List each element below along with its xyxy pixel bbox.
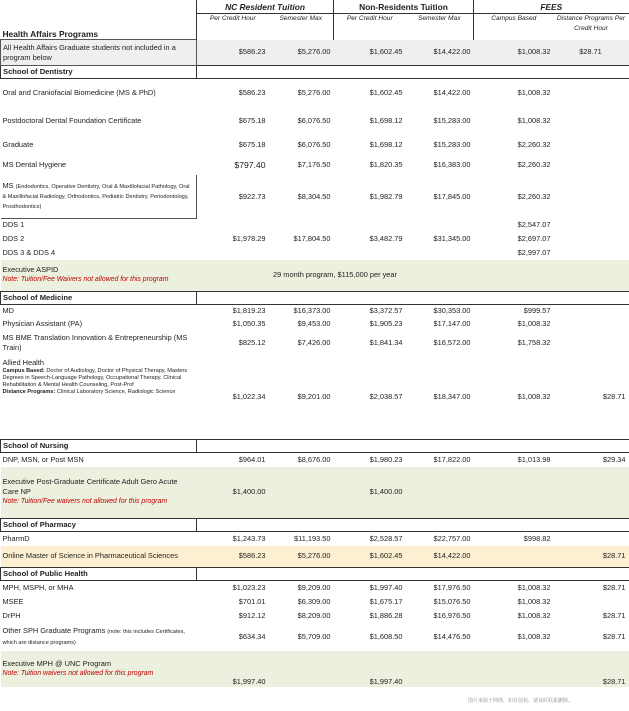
table-row [1, 532, 629, 546]
nc-sem-max-value: $6,309.00 [297, 596, 331, 606]
table-row [1, 107, 629, 135]
row-label: MS BME Translation Innovation & Entrepreneurship (MS Train) [2, 333, 188, 352]
campus-fee-value: $1,008.32 [474, 40, 554, 66]
non-resident-header: Non-Residents Tuition [334, 0, 474, 14]
nr-sem-max-value: $16,572.00 [433, 338, 471, 347]
nr-sem-max-value: $15,283.00 [433, 139, 471, 149]
campus-fee-value: $1,008.32 [517, 115, 551, 125]
header-row-groups [1, 0, 629, 14]
nc-per-credit-value: $825.12 [238, 338, 266, 347]
section-dentistry [1, 66, 629, 79]
campus-fee-value: $1,013.98 [517, 454, 551, 464]
campus-fee-value: $2,260.32 [517, 159, 551, 169]
section-title: School of Medicine [1, 292, 197, 305]
nc-sem-max-value: $8,209.00 [297, 610, 331, 620]
table-row [1, 219, 629, 232]
nr-per-credit-value: $1,608.50 [369, 631, 403, 641]
nc-sem-max-value: $8,304.50 [297, 191, 331, 201]
section-public-health [1, 568, 629, 581]
table-row [1, 467, 629, 519]
row-label: Graduate [2, 139, 34, 149]
table-row [1, 595, 629, 609]
nr-per-credit-value: $1,997.40 [369, 582, 403, 592]
nc-sem-max-value: $17,804.50 [293, 234, 331, 243]
campus-fee-value: $998.82 [523, 533, 551, 543]
nr-per-credit-value: $1,905.23 [369, 319, 403, 328]
nc-sem-max-value: $6,076.50 [297, 115, 331, 125]
nr-per-credit-value: $2,038.57 [369, 392, 403, 402]
nr-per-credit-value: $1,602.45 [369, 87, 403, 97]
label-detail: (note: this includes Certificates, which are distance programs) [2, 629, 185, 646]
campus-fee-value: $2,260.32 [517, 139, 551, 149]
table-row [1, 651, 629, 687]
row-label [1, 651, 197, 687]
nc-per-credit-value: $1,023.23 [232, 582, 266, 592]
nc-sem-max-value: $8,676.00 [297, 454, 331, 464]
table-row [1, 453, 629, 467]
campus-based-text: Doctor of Audiology, Doctor of Physical Therapy, Masters Degrees in Speech-Language Pathology, Occupational Therapy, Clinical Rehabilitation & Mental Health Counseling, Post-Prof [2, 367, 188, 388]
nr-sem-max-value: $17,976.50 [433, 582, 471, 592]
nr-sem-max-value: $14,476.50 [433, 631, 471, 641]
nc-per-credit-value: $922.73 [238, 191, 266, 201]
nc-per-credit-value: $912.12 [238, 610, 266, 620]
nr-sem-max-value: $16,976.50 [433, 610, 471, 620]
nc-per-credit-value: $797.40 [234, 159, 266, 170]
campus-fee-value: $1,008.32 [517, 610, 551, 620]
label-detail: (Endodontics, Operative Dentistry, Oral & Maxillofacial Pathology, Oral & Maxillofacial Radiology, Orthodontics, Pediatric Dentistry, Periodontology, Prosthodontics) [2, 183, 190, 211]
row-label: All Health Affairs Graduate students not included in a program below [1, 40, 197, 66]
nr-per-credit-value: $3,372.57 [369, 306, 403, 316]
table-row [1, 79, 629, 107]
nr-sem-max-value: $17,147.00 [433, 319, 471, 328]
nc-per-credit-value: $701.01 [238, 596, 266, 606]
table-row [1, 232, 629, 247]
nc-per-credit-value: $675.18 [238, 115, 266, 125]
label-main: Executive ASPID [2, 265, 59, 275]
col-nc-sem-max: Semester Max [279, 15, 322, 22]
col-nr-sem-max: Semester Max [417, 15, 461, 22]
row-label: Online Master of Science in Pharmaceutical Sciences [1, 546, 197, 568]
nr-per-credit-value: $1,698.12 [369, 139, 403, 149]
campus-fee-value: $2,697.07 [517, 234, 551, 243]
distance-fee-value: $28.71 [602, 610, 626, 620]
nc-sem-max-value: $6,076.50 [297, 139, 331, 149]
nr-sem-max-value: $18,347.00 [433, 392, 471, 402]
row-label: DDS 2 [2, 234, 25, 243]
distance-programs-text: Clinical Laboratory Science, Radiologic Science [56, 389, 176, 396]
table-row [1, 260, 629, 292]
row-label [1, 467, 197, 519]
waiver-note: Note: Tuition/Fee waivers not allowed for this program [2, 498, 168, 506]
table-row [1, 318, 629, 331]
nc-sem-max-value: $9,201.00 [297, 392, 331, 402]
campus-fee-value: $1,008.32 [517, 319, 551, 328]
campus-fee-value: $999.57 [523, 306, 551, 316]
table-row [1, 623, 629, 651]
nr-per-credit-value: $1,841.34 [369, 338, 403, 347]
col-nc-per-credit: Per Credit Hour [197, 14, 269, 40]
nr-sem-max-value: $15,283.00 [433, 115, 471, 125]
nr-per-credit-value: $1,997.40 [334, 651, 406, 687]
nr-per-credit-value: $1,982.79 [369, 191, 403, 201]
nr-sem-max-value: $31,345.00 [433, 234, 471, 243]
distance-fee-value: $28.71 [554, 651, 629, 687]
waiver-note: Note: Tuition/Fee Waivers not allowed for this program [2, 276, 169, 284]
table-row [1, 331, 629, 356]
nr-per-credit-value: $1,675.17 [369, 596, 403, 606]
nc-per-credit-value: $1,997.40 [197, 651, 269, 687]
label-main: Allied Health [2, 357, 44, 367]
nc-sem-max-value: $5,276.00 [269, 40, 334, 66]
nc-sem-max-value: $16,373.00 [293, 306, 331, 316]
nr-per-credit-value: $1,602.45 [334, 546, 406, 568]
watermark-text: 图片来源于网络，如有侵权，请及时联系删除。 [468, 698, 574, 704]
table-row [1, 247, 629, 260]
table-row [1, 609, 629, 623]
row-label: PharmD [2, 533, 30, 543]
campus-fee-value: $1,008.32 [517, 582, 551, 592]
table-row [1, 546, 629, 568]
nc-sem-max-value: $7,176.50 [297, 159, 331, 169]
fees-header: FEES [474, 0, 629, 14]
nc-sem-max-value: $11,193.50 [294, 533, 331, 543]
col-campus-based: Campus Based [474, 14, 554, 40]
waiver-note: Note: Tuition waivers not allowed for this program [2, 669, 154, 677]
label-main: Executive MPH @ UNC Program [2, 658, 112, 668]
nr-sem-max-value: $30,353.00 [433, 306, 471, 316]
row-label: DrPH [2, 610, 21, 620]
col-nr-per-credit: Per Credit Hour [334, 14, 406, 40]
distance-fee-value: $28.71 [602, 631, 626, 641]
nr-per-credit-value: $1,400.00 [334, 467, 406, 519]
nr-per-credit-value: $1,886.28 [369, 610, 403, 620]
row-label [1, 260, 197, 292]
nc-sem-max-value: $7,426.00 [297, 338, 331, 347]
program-span-text: 29 month program, $115,000 per year [197, 260, 474, 292]
row-label: MPH, MSPH, or MHA [2, 582, 74, 592]
campus-fee-value: $1,008.32 [517, 87, 551, 97]
nc-per-credit-value: $1,819.23 [232, 306, 266, 316]
table-row [1, 305, 629, 318]
nr-per-credit-value: $3,482.79 [369, 234, 403, 243]
campus-fee-value: $2,997.07 [517, 248, 551, 257]
nc-sem-max-value: $9,453.00 [297, 319, 331, 328]
row-label: Physician Assistant (PA) [2, 319, 83, 328]
campus-fee-value: $2,547.07 [517, 220, 551, 229]
section-medicine [1, 292, 629, 305]
row-label: DDS 1 [2, 220, 25, 230]
nr-sem-max-value: $22,757.00 [433, 533, 471, 543]
nc-sem-max-value: $5,709.00 [297, 631, 331, 641]
nr-per-credit-value: $1,698.12 [369, 115, 403, 125]
nc-per-credit-value: $675.18 [238, 139, 266, 149]
campus-fee-value: $1,008.32 [517, 596, 551, 606]
table-row [1, 40, 629, 66]
row-label: MS Dental Hygiene [2, 159, 67, 169]
nc-sem-max-value: $5,276.00 [269, 546, 334, 568]
campus-fee-value: $1,008.32 [517, 631, 551, 641]
campus-fee-value: $2,260.32 [517, 191, 551, 201]
nc-resident-header: NC Resident Tuition [197, 0, 334, 14]
table-row [1, 175, 629, 219]
distance-fee-value: $28.71 [554, 40, 629, 66]
distance-fee-value: $28.71 [602, 392, 626, 402]
distance-fee-value: $28.71 [602, 582, 626, 592]
label-main: MS [2, 180, 14, 190]
section-nursing [1, 440, 629, 453]
nc-per-credit-value: $1,978.29 [232, 234, 266, 243]
table-row [1, 356, 629, 440]
nc-per-credit-value: $586.23 [238, 87, 266, 97]
row-label: MSEE [2, 596, 24, 606]
nc-sem-max-value: $9,209.00 [297, 582, 331, 592]
nr-sem-max-value: $17,822.00 [433, 454, 471, 464]
section-title: School of Pharmacy [1, 519, 197, 532]
campus-fee-value: $1,758.32 [517, 338, 551, 347]
nc-per-credit-value: $1,050.35 [232, 319, 266, 328]
nc-per-credit-value: $1,022.34 [232, 392, 266, 402]
nc-per-credit-value: $586.23 [197, 40, 269, 66]
nr-sem-max-value: $14,422.00 [433, 87, 471, 97]
row-label [1, 623, 197, 651]
row-label [1, 356, 197, 440]
table-title: Health Affairs Programs [2, 29, 99, 39]
row-label: Postdoctoral Dental Foundation Certificate [2, 115, 142, 125]
label-main: Executive Post-Graduate Certificate Adult Gero Acute Care NP [2, 477, 178, 497]
label-detail [3, 368, 195, 397]
campus-based-label: Campus Based: [2, 367, 45, 374]
nr-per-credit-value: $2,528.57 [369, 533, 403, 543]
nr-per-credit-value: $1,602.45 [334, 40, 406, 66]
section-title: School of Dentistry [1, 66, 197, 79]
nr-sem-max-value: $14,422.00 [406, 40, 474, 66]
campus-fee-value: $1,008.32 [517, 392, 551, 402]
row-label: Oral and Craniofacial Biomedicine (MS & PhD) [2, 87, 156, 97]
nr-sem-max-value: $16,383.00 [433, 159, 471, 169]
distance-fee-value: $29.34 [602, 454, 626, 464]
table-row [1, 135, 629, 155]
nr-sem-max-value: $14,422.00 [406, 546, 474, 568]
distance-programs-label: Distance Programs: [2, 389, 56, 396]
nc-per-credit-value: $1,400.00 [197, 467, 269, 519]
row-label: MD [2, 306, 14, 316]
row-label [1, 175, 197, 219]
section-title: School of Public Health [1, 568, 197, 581]
section-title: School of Nursing [1, 440, 197, 453]
row-label: DDS 3 & DDS 4 [2, 248, 56, 257]
row-label: DNP, MSN, or Post MSN [2, 454, 84, 464]
nr-sem-max-value: $17,845.00 [433, 191, 471, 201]
nc-per-credit-value: $1,243.73 [232, 533, 266, 543]
nc-per-credit-value: $634.34 [238, 631, 266, 641]
nr-per-credit-value: $1,980.23 [369, 454, 403, 464]
table-row [1, 581, 629, 595]
section-pharmacy [1, 519, 629, 532]
nc-per-credit-value: $586.23 [197, 546, 269, 568]
table-row [1, 155, 629, 175]
distance-fee-value: $28.71 [554, 546, 629, 568]
col-distance: Distance Programs Per Credit Hour [556, 15, 626, 32]
nr-sem-max-value: $15,076.50 [433, 596, 471, 606]
nr-per-credit-value: $1,820.35 [369, 159, 403, 169]
nc-per-credit-value: $964.01 [238, 454, 266, 464]
label-main: Other SPH Graduate Programs [2, 626, 106, 636]
nc-sem-max-value: $5,276.00 [297, 87, 331, 97]
